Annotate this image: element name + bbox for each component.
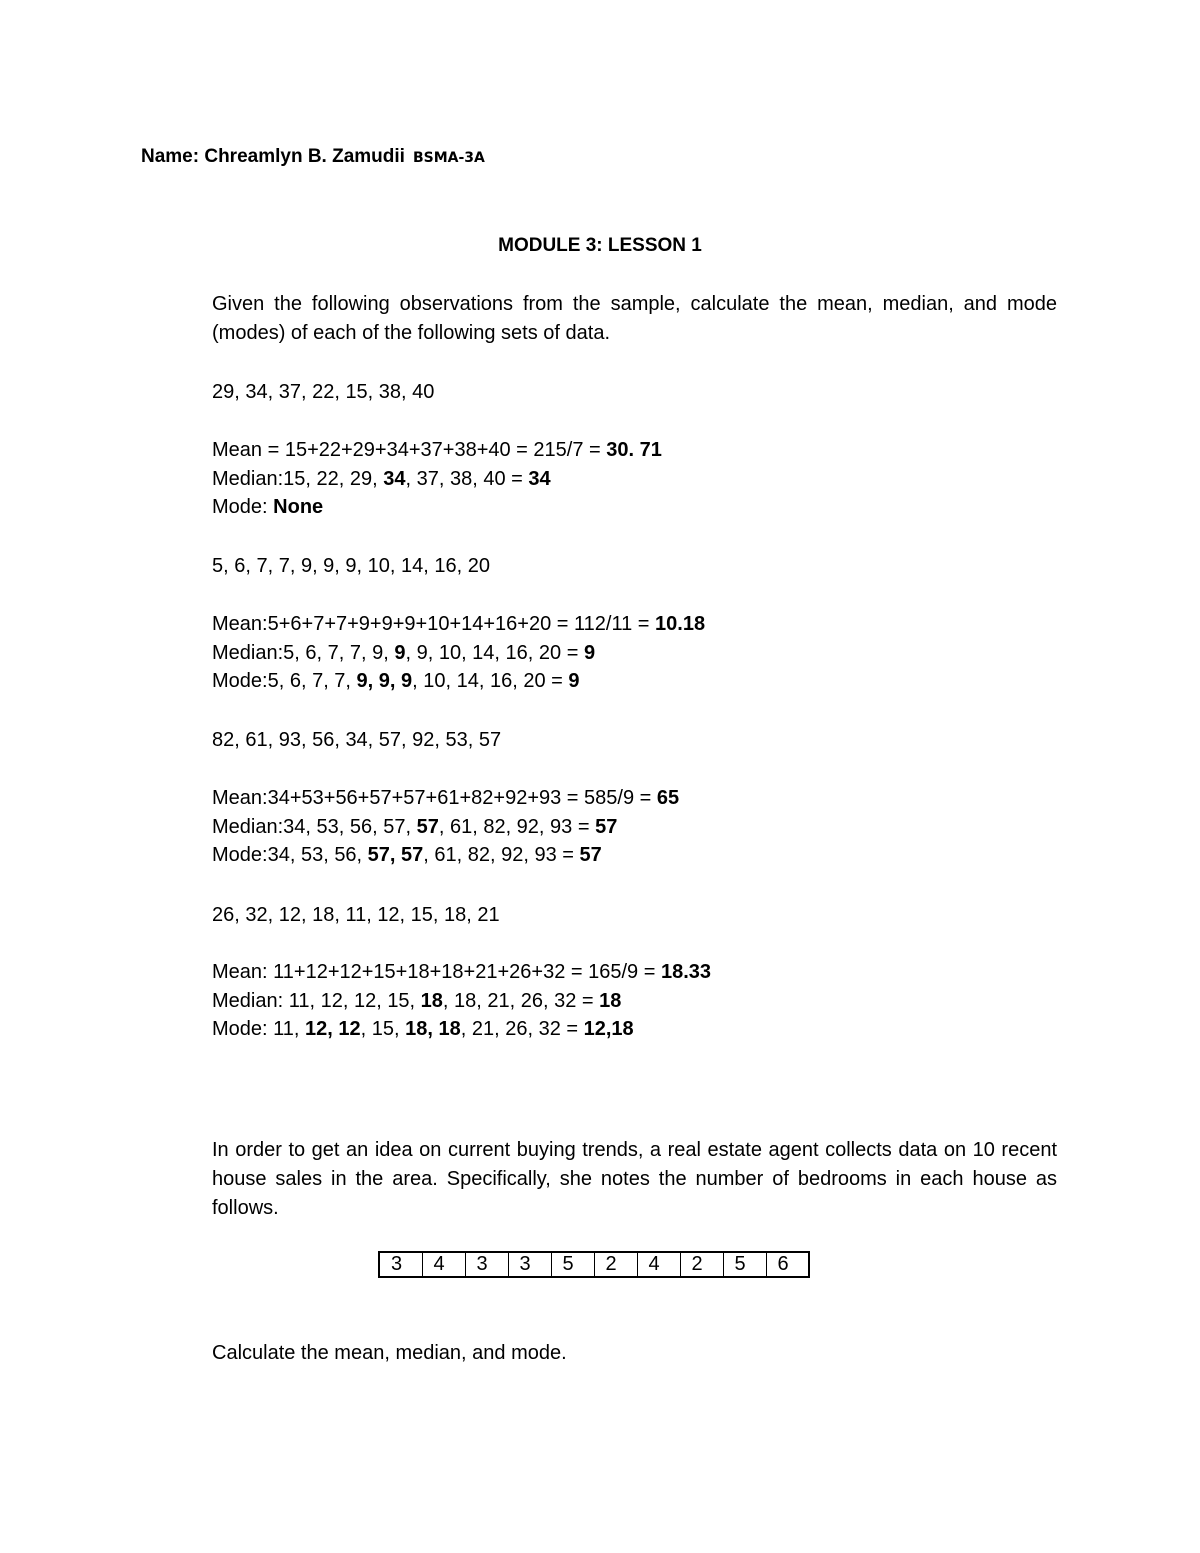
set-1-mean: Mean = 15+22+29+34+37+38+40 = 215/7 = 30. 71	[212, 439, 662, 461]
highlighted-value: 57	[579, 844, 602, 866]
set-1-median	[212, 467, 551, 491]
highlighted-value: 9	[583, 642, 596, 664]
value-text: 11, 12, 12, 15,	[288, 990, 421, 1012]
highlighted-value: 18, 18	[405, 1018, 461, 1040]
bedrooms-table	[378, 1251, 810, 1278]
set-3-mode	[212, 843, 602, 867]
line-label: Mode:	[212, 1018, 274, 1040]
bedroom-cell: 3	[379, 1252, 422, 1277]
value-text: , 15,	[360, 1018, 406, 1040]
instruction-text: Given the following observations from the sample, calculate the mean, median, and mode (modes) of each of the following sets of data.	[212, 293, 1057, 344]
set-4-mean: Mean: 11+12+12+15+18+18+21+26+32 = 165/9 = 18.33	[212, 961, 712, 983]
value-text: 11,	[273, 1018, 306, 1040]
set-1-data: 29, 34, 37, 22, 15, 38, 40	[212, 381, 435, 403]
bedroom-cell: 6	[766, 1252, 809, 1277]
value-text: , 61, 82, 92, 93 =	[423, 844, 580, 866]
line-label: Mode:	[212, 496, 274, 518]
bedroom-cell: 3	[508, 1252, 551, 1277]
highlighted-value: 9	[394, 642, 406, 664]
line-label: Mode:	[212, 670, 268, 692]
set-2-mean: Mean:5+6+7+7+9+9+9+10+14+16+20 = 112/11 = 10.18	[212, 613, 706, 635]
line-label: Median:	[212, 642, 284, 664]
closing-instruction: Calculate the mean, median, and mode.	[212, 1342, 567, 1364]
set-2-mode	[212, 669, 580, 693]
highlighted-value: 9	[568, 670, 580, 692]
name-label: Name: Chreamlyn B. Zamudii	[141, 146, 405, 167]
line-label: Median:	[212, 990, 289, 1012]
page-title: MODULE 3: LESSON 1	[498, 235, 702, 256]
problem-2-text: In order to get an idea on current buying trends, a real estate agent collects data on 10 recent house sales in the area. Specifically, she notes the number of bedrooms in each house as follows.	[212, 1139, 1057, 1219]
value-text: 15, 22, 29,	[283, 468, 384, 490]
highlighted-value: 57, 57	[367, 844, 424, 866]
highlighted-value: 12, 12	[305, 1018, 361, 1040]
line-label: Median:	[212, 816, 284, 838]
highlighted-value: 57	[416, 816, 439, 838]
set-2-median	[212, 641, 595, 665]
bedroom-cell: 3	[465, 1252, 508, 1277]
highlighted-value: 12,18	[583, 1018, 634, 1040]
bedroom-cell: 5	[551, 1252, 594, 1277]
line-label: Median:	[212, 468, 284, 490]
line-label: Mode:	[212, 844, 268, 866]
set-2-data: 5, 6, 7, 7, 9, 9, 9, 10, 14, 16, 20	[212, 555, 490, 577]
set-3-data: 82, 61, 93, 56, 34, 57, 92, 53, 57	[212, 729, 502, 751]
set-4-mode	[212, 1017, 634, 1041]
value-text: , 21, 26, 32 =	[460, 1018, 584, 1040]
set-3-median	[212, 815, 617, 839]
value-text: 34, 53, 56,	[267, 844, 368, 866]
bedrooms-row	[379, 1252, 809, 1277]
highlighted-value: 18	[599, 990, 622, 1012]
value-text: , 18, 21, 26, 32 =	[442, 990, 600, 1012]
set-3-mean: Mean:34+53+56+57+57+61+82+92+93 = 585/9 = 65	[212, 787, 680, 809]
section-label: BSMA-3A	[412, 150, 485, 166]
value-text: , 37, 38, 40 =	[405, 468, 529, 490]
value-text: 5, 6, 7, 7,	[267, 670, 357, 692]
set-4-median	[212, 989, 621, 1013]
highlighted-value: None	[273, 496, 324, 518]
highlighted-value: 18	[420, 990, 443, 1012]
student-name	[141, 145, 485, 170]
bedroom-cell: 2	[594, 1252, 637, 1277]
set-1-mode	[212, 495, 323, 519]
set-4-data: 26, 32, 12, 18, 11, 12, 15, 18, 21	[212, 904, 500, 926]
bedroom-cell: 5	[723, 1252, 766, 1277]
value-text: 5, 6, 7, 7, 9,	[283, 642, 395, 664]
highlighted-value: 57	[595, 816, 618, 838]
highlighted-value: 34	[528, 468, 551, 490]
bedroom-cell: 4	[422, 1252, 465, 1277]
highlighted-value: 34	[383, 468, 406, 490]
value-text: , 9, 10, 14, 16, 20 =	[405, 642, 584, 664]
value-text: 34, 53, 56, 57,	[283, 816, 417, 838]
highlighted-value: 9, 9, 9	[356, 670, 413, 692]
bedroom-cell: 2	[680, 1252, 723, 1277]
value-text: , 61, 82, 92, 93 =	[438, 816, 596, 838]
bedroom-cell: 4	[637, 1252, 680, 1277]
value-text: , 10, 14, 16, 20 =	[412, 670, 569, 692]
